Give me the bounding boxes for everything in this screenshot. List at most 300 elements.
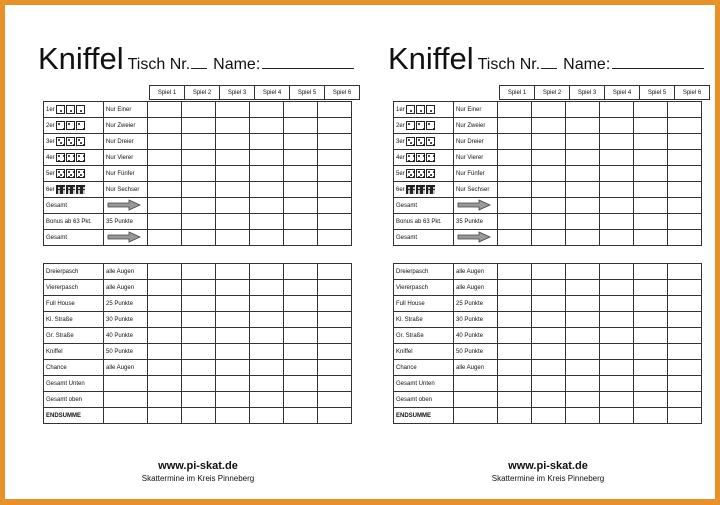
row-label: Bonus ab 63 Pkt. <box>396 218 442 225</box>
score-cell[interactable] <box>250 360 284 376</box>
column-header-game-4: Spiel 4 <box>255 86 290 100</box>
row-description-cell <box>104 118 148 134</box>
score-cell[interactable] <box>634 280 668 296</box>
dice-group <box>406 121 435 130</box>
score-cell[interactable] <box>182 198 216 214</box>
score-cell[interactable] <box>498 230 532 246</box>
score-cell[interactable] <box>182 182 216 198</box>
score-cell[interactable] <box>634 312 668 328</box>
score-cell[interactable] <box>532 134 566 150</box>
score-cell[interactable] <box>532 198 566 214</box>
score-cell[interactable] <box>318 166 352 182</box>
score-cell[interactable] <box>634 230 668 246</box>
row-label: Gr. Straße <box>46 332 74 339</box>
score-cell[interactable] <box>600 198 634 214</box>
score-cell[interactable] <box>566 118 600 134</box>
table-number-label: Tisch Nr. <box>477 56 541 73</box>
score-cell[interactable] <box>498 376 532 392</box>
score-cell[interactable] <box>250 376 284 392</box>
score-cell[interactable] <box>668 166 702 182</box>
lower-section-table <box>43 263 352 424</box>
score-cell[interactable] <box>498 296 532 312</box>
score-cell[interactable] <box>318 264 352 280</box>
score-cell[interactable] <box>182 214 216 230</box>
score-cell[interactable] <box>600 182 634 198</box>
score-cell[interactable] <box>532 376 566 392</box>
score-row <box>394 118 702 134</box>
score-cell[interactable] <box>182 230 216 246</box>
row-description-cell <box>454 264 498 280</box>
dice-group <box>56 121 85 130</box>
score-cell[interactable] <box>250 198 284 214</box>
score-cell[interactable] <box>182 102 216 118</box>
score-cell[interactable] <box>600 360 634 376</box>
score-cell[interactable] <box>668 182 702 198</box>
score-cell[interactable] <box>318 296 352 312</box>
score-cell[interactable] <box>216 408 250 424</box>
score-cell[interactable] <box>284 264 318 280</box>
score-cell[interactable] <box>600 376 634 392</box>
score-cell[interactable] <box>566 264 600 280</box>
row-label-cell <box>44 344 104 360</box>
score-cell[interactable] <box>182 118 216 134</box>
sheet-right <box>388 5 708 499</box>
die-5-icon <box>406 169 415 178</box>
score-cell[interactable] <box>532 296 566 312</box>
score-cell[interactable] <box>318 392 352 408</box>
score-cell[interactable] <box>250 134 284 150</box>
score-cell[interactable] <box>318 344 352 360</box>
score-cell[interactable] <box>668 280 702 296</box>
score-cell[interactable] <box>284 230 318 246</box>
score-cell[interactable] <box>532 166 566 182</box>
score-cell[interactable] <box>250 296 284 312</box>
score-cell[interactable] <box>532 150 566 166</box>
row-description-cell <box>454 230 498 246</box>
score-cell[interactable] <box>216 328 250 344</box>
score-cell[interactable] <box>532 102 566 118</box>
score-cell[interactable] <box>250 214 284 230</box>
score-cell[interactable] <box>216 360 250 376</box>
score-cell[interactable] <box>216 214 250 230</box>
score-row <box>44 360 352 376</box>
score-cell[interactable] <box>634 182 668 198</box>
score-cell[interactable] <box>566 392 600 408</box>
score-row <box>394 376 702 392</box>
score-cell[interactable] <box>148 408 182 424</box>
score-cell[interactable] <box>634 408 668 424</box>
score-cell[interactable] <box>182 150 216 166</box>
score-cell[interactable] <box>634 328 668 344</box>
score-cell[interactable] <box>634 118 668 134</box>
column-header-game-4: Spiel 4 <box>605 86 640 100</box>
score-cell[interactable] <box>318 214 352 230</box>
score-cell[interactable] <box>532 328 566 344</box>
score-cell[interactable] <box>284 166 318 182</box>
score-cell[interactable] <box>284 118 318 134</box>
score-cell[interactable] <box>634 392 668 408</box>
score-cell[interactable] <box>284 214 318 230</box>
score-cell[interactable] <box>182 360 216 376</box>
die-1-icon <box>406 105 415 114</box>
score-row <box>394 264 702 280</box>
score-cell[interactable] <box>668 296 702 312</box>
row-description: alle Augen <box>106 284 135 291</box>
score-cell[interactable] <box>318 102 352 118</box>
score-cell[interactable] <box>284 150 318 166</box>
row-description: Nur Dreier <box>106 138 134 145</box>
column-header-game-5: Spiel 5 <box>290 86 325 100</box>
score-cell[interactable] <box>600 264 634 280</box>
score-cell[interactable] <box>668 198 702 214</box>
game-column-header <box>499 85 710 100</box>
score-cell[interactable] <box>318 134 352 150</box>
score-cell[interactable] <box>498 280 532 296</box>
score-cell[interactable] <box>600 328 634 344</box>
score-cell[interactable] <box>600 166 634 182</box>
score-cell[interactable] <box>668 344 702 360</box>
score-cell[interactable] <box>182 296 216 312</box>
score-cell[interactable] <box>284 296 318 312</box>
score-cell[interactable] <box>284 408 318 424</box>
score-cell[interactable] <box>532 312 566 328</box>
footer-url-link[interactable]: www.pi-skat.de <box>158 460 238 472</box>
score-cell[interactable] <box>182 280 216 296</box>
score-cell[interactable] <box>532 408 566 424</box>
score-cell[interactable] <box>532 182 566 198</box>
row-description: 30 Punkte <box>456 316 484 323</box>
score-cell[interactable] <box>566 214 600 230</box>
score-cell[interactable] <box>182 376 216 392</box>
score-cell[interactable] <box>216 344 250 360</box>
score-cell[interactable] <box>600 102 634 118</box>
arrow-right-icon <box>457 199 491 213</box>
score-cell[interactable] <box>600 118 634 134</box>
score-cell[interactable] <box>250 264 284 280</box>
score-cell[interactable] <box>498 214 532 230</box>
score-row <box>44 134 352 150</box>
score-cell[interactable] <box>148 198 182 214</box>
row-label: 2er <box>46 123 55 130</box>
score-cell[interactable] <box>182 312 216 328</box>
score-cell[interactable] <box>566 150 600 166</box>
score-cell[interactable] <box>532 230 566 246</box>
score-cell[interactable] <box>566 328 600 344</box>
score-cell[interactable] <box>148 280 182 296</box>
row-description-cell <box>454 312 498 328</box>
score-cell[interactable] <box>634 166 668 182</box>
score-cell[interactable] <box>600 214 634 230</box>
score-cell[interactable] <box>284 312 318 328</box>
score-cell[interactable] <box>148 296 182 312</box>
score-cell[interactable] <box>216 280 250 296</box>
score-cell[interactable] <box>182 408 216 424</box>
name-field[interactable] <box>262 68 354 69</box>
score-cell[interactable] <box>148 134 182 150</box>
score-cell[interactable] <box>668 376 702 392</box>
score-cell[interactable] <box>498 344 532 360</box>
score-cell[interactable] <box>532 360 566 376</box>
score-cell[interactable] <box>318 312 352 328</box>
score-cell[interactable] <box>668 134 702 150</box>
score-cell[interactable] <box>566 360 600 376</box>
score-cell[interactable] <box>498 264 532 280</box>
score-cell[interactable] <box>250 150 284 166</box>
score-cell[interactable] <box>498 328 532 344</box>
score-cell[interactable] <box>566 376 600 392</box>
score-cell[interactable] <box>532 280 566 296</box>
score-cell[interactable] <box>216 264 250 280</box>
score-cell[interactable] <box>566 102 600 118</box>
score-cell[interactable] <box>532 118 566 134</box>
score-cell[interactable] <box>498 312 532 328</box>
score-cell[interactable] <box>600 312 634 328</box>
score-cell[interactable] <box>284 344 318 360</box>
score-cell[interactable] <box>284 280 318 296</box>
score-cell[interactable] <box>148 392 182 408</box>
row-description: Nur Einer <box>456 106 482 113</box>
score-cell[interactable] <box>498 102 532 118</box>
score-cell[interactable] <box>634 102 668 118</box>
score-cell[interactable] <box>250 408 284 424</box>
score-cell[interactable] <box>634 214 668 230</box>
die-6-icon <box>56 185 65 194</box>
score-cell[interactable] <box>148 230 182 246</box>
score-cell[interactable] <box>668 360 702 376</box>
table-number-label: Tisch Nr. <box>127 56 191 73</box>
score-cell[interactable] <box>216 376 250 392</box>
score-cell[interactable] <box>498 182 532 198</box>
row-description-cell <box>454 376 498 392</box>
score-cell[interactable] <box>566 296 600 312</box>
score-cell[interactable] <box>668 312 702 328</box>
score-cell[interactable] <box>318 408 352 424</box>
row-label: 6er <box>46 187 55 194</box>
row-label-cell <box>44 376 104 392</box>
score-cell[interactable] <box>250 344 284 360</box>
column-header-game-6: Spiel 6 <box>325 86 360 100</box>
score-cell[interactable] <box>182 134 216 150</box>
score-cell[interactable] <box>318 360 352 376</box>
score-cell[interactable] <box>532 264 566 280</box>
row-description-cell <box>104 198 148 214</box>
score-cell[interactable] <box>284 392 318 408</box>
score-cell[interactable] <box>148 312 182 328</box>
score-cell[interactable] <box>318 328 352 344</box>
row-description: 40 Punkte <box>106 332 134 339</box>
score-cell[interactable] <box>600 344 634 360</box>
score-cell[interactable] <box>284 182 318 198</box>
score-cell[interactable] <box>566 312 600 328</box>
row-description-cell <box>104 134 148 150</box>
score-cell[interactable] <box>182 392 216 408</box>
score-cell[interactable] <box>216 296 250 312</box>
score-cell[interactable] <box>148 214 182 230</box>
score-cell[interactable] <box>668 328 702 344</box>
score-cell[interactable] <box>634 376 668 392</box>
score-cell[interactable] <box>600 134 634 150</box>
score-cell[interactable] <box>216 118 250 134</box>
score-cell[interactable] <box>318 150 352 166</box>
score-cell[interactable] <box>250 118 284 134</box>
score-cell[interactable] <box>668 150 702 166</box>
row-description-cell <box>104 102 148 118</box>
score-cell[interactable] <box>668 264 702 280</box>
score-cell[interactable] <box>284 198 318 214</box>
score-cell[interactable] <box>566 134 600 150</box>
footer-url-link[interactable]: www.pi-skat.de <box>508 460 588 472</box>
score-cell[interactable] <box>148 344 182 360</box>
score-cell[interactable] <box>148 360 182 376</box>
score-cell[interactable] <box>600 392 634 408</box>
score-cell[interactable] <box>668 392 702 408</box>
score-cell[interactable] <box>216 198 250 214</box>
score-cell[interactable] <box>182 264 216 280</box>
score-cell[interactable] <box>148 182 182 198</box>
score-row <box>44 198 352 214</box>
score-cell[interactable] <box>600 280 634 296</box>
score-cell[interactable] <box>284 376 318 392</box>
score-cell[interactable] <box>250 102 284 118</box>
score-cell[interactable] <box>284 102 318 118</box>
score-cell[interactable] <box>148 264 182 280</box>
score-cell[interactable] <box>668 408 702 424</box>
table-number-field[interactable] <box>541 68 557 69</box>
score-cell[interactable] <box>216 230 250 246</box>
score-row <box>44 264 352 280</box>
score-cell[interactable] <box>634 344 668 360</box>
score-cell[interactable] <box>498 392 532 408</box>
score-row <box>394 150 702 166</box>
row-description-cell <box>454 280 498 296</box>
die-3-icon <box>406 137 415 146</box>
score-cell[interactable] <box>566 280 600 296</box>
score-cell[interactable] <box>318 230 352 246</box>
row-description-cell <box>104 408 148 424</box>
score-cell[interactable] <box>498 166 532 182</box>
score-cell[interactable] <box>566 230 600 246</box>
score-cell[interactable] <box>600 150 634 166</box>
row-label-cell <box>44 264 104 280</box>
row-label-cell <box>394 230 454 246</box>
row-description-cell <box>104 312 148 328</box>
score-cell[interactable] <box>532 214 566 230</box>
score-cell[interactable] <box>668 230 702 246</box>
score-cell[interactable] <box>532 392 566 408</box>
score-row <box>394 392 702 408</box>
score-cell[interactable] <box>318 182 352 198</box>
score-cell[interactable] <box>566 166 600 182</box>
row-description-cell <box>454 150 498 166</box>
score-cell[interactable] <box>634 150 668 166</box>
score-cell[interactable] <box>216 102 250 118</box>
score-cell[interactable] <box>498 198 532 214</box>
row-label-cell <box>394 214 454 230</box>
score-cell[interactable] <box>250 312 284 328</box>
score-cell[interactable] <box>250 230 284 246</box>
die-2-icon <box>56 121 65 130</box>
score-cell[interactable] <box>498 150 532 166</box>
score-cell[interactable] <box>668 214 702 230</box>
score-cell[interactable] <box>634 296 668 312</box>
score-cell[interactable] <box>182 328 216 344</box>
score-cell[interactable] <box>634 134 668 150</box>
score-cell[interactable] <box>148 150 182 166</box>
score-cell[interactable] <box>634 264 668 280</box>
score-cell[interactable] <box>250 392 284 408</box>
score-cell[interactable] <box>566 198 600 214</box>
score-cell[interactable] <box>634 360 668 376</box>
score-cell[interactable] <box>216 134 250 150</box>
score-cell[interactable] <box>148 328 182 344</box>
score-cell[interactable] <box>250 166 284 182</box>
score-cell[interactable] <box>148 118 182 134</box>
score-cell[interactable] <box>498 408 532 424</box>
score-cell[interactable] <box>600 408 634 424</box>
score-cell[interactable] <box>216 182 250 198</box>
row-description-cell <box>104 182 148 198</box>
score-cell[interactable] <box>532 344 566 360</box>
row-label-cell <box>394 134 454 150</box>
row-label-cell <box>394 280 454 296</box>
row-label-cell <box>394 344 454 360</box>
row-label: Gesamt oben <box>396 396 433 403</box>
score-cell[interactable] <box>284 134 318 150</box>
score-row <box>394 344 702 360</box>
score-cell[interactable] <box>216 312 250 328</box>
sheet-title: Kniffel <box>38 41 124 76</box>
score-cell[interactable] <box>284 360 318 376</box>
score-cell[interactable] <box>318 280 352 296</box>
score-cell[interactable] <box>216 166 250 182</box>
score-cell[interactable] <box>634 198 668 214</box>
score-cell[interactable] <box>250 328 284 344</box>
die-1-icon <box>416 105 425 114</box>
score-row <box>44 280 352 296</box>
score-cell[interactable] <box>148 376 182 392</box>
score-row <box>44 166 352 182</box>
score-cell[interactable] <box>216 392 250 408</box>
dice-group <box>56 105 85 114</box>
die-5-icon <box>66 169 75 178</box>
score-row <box>394 198 702 214</box>
score-cell[interactable] <box>566 344 600 360</box>
table-number-field[interactable] <box>191 68 207 69</box>
score-cell[interactable] <box>668 102 702 118</box>
score-cell[interactable] <box>182 166 216 182</box>
score-cell[interactable] <box>250 182 284 198</box>
name-field[interactable] <box>612 68 704 69</box>
score-cell[interactable] <box>318 118 352 134</box>
score-cell[interactable] <box>566 182 600 198</box>
score-cell[interactable] <box>600 296 634 312</box>
score-cell[interactable] <box>318 198 352 214</box>
score-cell[interactable] <box>566 408 600 424</box>
score-cell[interactable] <box>148 102 182 118</box>
score-cell[interactable] <box>600 230 634 246</box>
score-cell[interactable] <box>668 118 702 134</box>
score-cell[interactable] <box>498 134 532 150</box>
score-cell[interactable] <box>498 360 532 376</box>
score-cell[interactable] <box>498 118 532 134</box>
score-cell[interactable] <box>148 166 182 182</box>
score-cell[interactable] <box>182 344 216 360</box>
score-cell[interactable] <box>250 280 284 296</box>
score-cell[interactable] <box>318 376 352 392</box>
score-row <box>394 408 702 424</box>
score-cell[interactable] <box>284 328 318 344</box>
score-cell[interactable] <box>216 150 250 166</box>
